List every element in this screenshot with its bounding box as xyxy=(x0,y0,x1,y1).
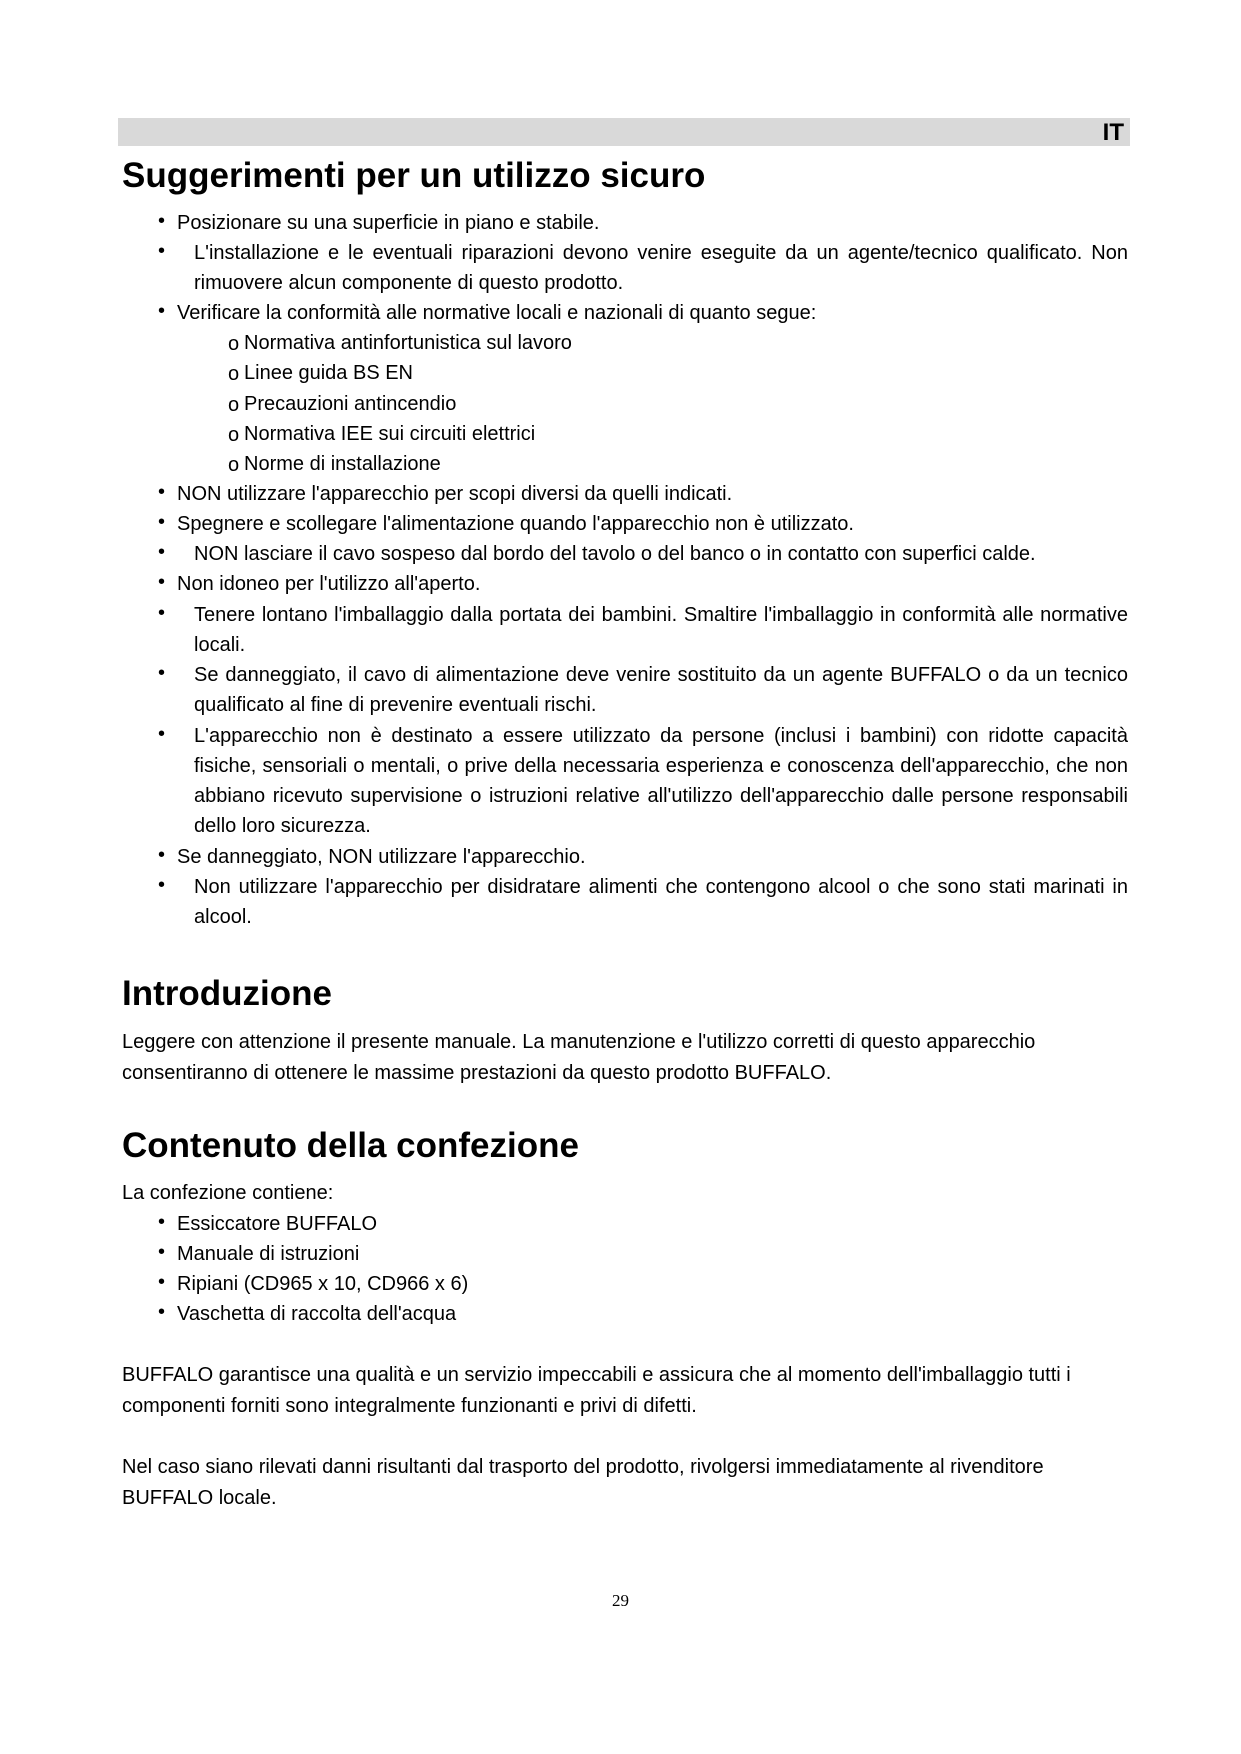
list-item: Essiccatore BUFFALO xyxy=(177,1213,378,1235)
bullet-icon: • xyxy=(158,300,166,322)
sub-bullet-icon: o xyxy=(228,363,240,385)
sub-bullet-icon: o xyxy=(228,333,240,355)
list-item: NON utilizzare l'apparecchio per scopi diversi da quelli indicati. xyxy=(177,483,733,505)
list-item: Posizionare su una superficie in piano e stabile. xyxy=(177,212,600,234)
contents-title: Contenuto della confezione xyxy=(122,1126,579,1165)
list-item: NON lasciare il cavo sospeso dal bordo del tavolo o del banco o in contatto con superfici calde. xyxy=(194,543,1036,565)
bullet-icon: • xyxy=(158,240,166,262)
bullet-icon: • xyxy=(158,571,166,593)
sub-list-item: Normativa antinfortunistica sul lavoro xyxy=(244,332,572,354)
bullet-icon: • xyxy=(158,662,166,684)
list-item: Se danneggiato, NON utilizzare l'apparecchio. xyxy=(177,846,586,868)
page-number: 29 xyxy=(612,1591,629,1610)
bullet-icon: • xyxy=(158,723,166,745)
sub-bullet-icon: o xyxy=(228,394,240,416)
bullet-icon: • xyxy=(158,1301,166,1323)
list-item: Non idoneo per l'utilizzo all'aperto. xyxy=(177,573,481,595)
bullet-icon: • xyxy=(158,1271,166,1293)
sub-list-item: Normativa IEE sui circuiti elettrici xyxy=(244,423,536,445)
contents-paragraph-1: BUFFALO garantisce una qualità e un servizio impeccabili e assicura che al momento dell'imballaggio tutti i componenti forniti sono integralmente funzionanti e privi di difetti. xyxy=(122,1364,1071,1417)
list-item: L'apparecchio non è destinato a essere utilizzato da persone (inclusi i bambini) con ridotte capacità fisiche, sensoriali o mentali, o prive della necessaria esperienza e conoscenza dell'apparecchio, che non abbiano ricevuto supervisione o istruzioni relative all'utilizzo dell'apparecchio dalle persone responsabili dello loro sicurezza. xyxy=(194,725,1128,837)
list-item: Manuale di istruzioni xyxy=(177,1243,360,1265)
list-item: Spegnere e scollegare l'alimentazione quando l'apparecchio non è utilizzato. xyxy=(177,513,854,535)
bullet-icon: • xyxy=(158,602,166,624)
header-bar xyxy=(118,118,1130,146)
contents-lead: La confezione contiene: xyxy=(122,1182,334,1204)
sub-bullet-icon: o xyxy=(228,454,240,476)
list-item: Tenere lontano l'imballaggio dalla portata dei bambini. Smaltire l'imballaggio in conformità alle normative locali. xyxy=(194,604,1128,656)
intro-text: Leggere con attenzione il presente manuale. La manutenzione e l'utilizzo corretti di questo apparecchio consentiranno di ottenere le massime prestazioni da questo prodotto BUFFALO. xyxy=(122,1031,1036,1084)
bullet-icon: • xyxy=(158,481,166,503)
list-item: Se danneggiato, il cavo di alimentazione deve venire sostituito da un agente BUFFALO o da un tecnico qualificato al fine di prevenire eventuali rischi. xyxy=(194,664,1128,716)
bullet-icon: • xyxy=(158,511,166,533)
bullet-icon: • xyxy=(158,1241,166,1263)
bullet-icon: • xyxy=(158,1211,166,1233)
sub-list-item: Precauzioni antincendio xyxy=(244,393,457,415)
list-item: Vaschetta di raccolta dell'acqua xyxy=(177,1303,457,1325)
intro-title: Introduzione xyxy=(122,974,332,1013)
bullet-icon: • xyxy=(158,874,166,896)
bullet-icon: • xyxy=(158,210,166,232)
sub-list-item: Linee guida BS EN xyxy=(244,362,414,384)
list-item: Verificare la conformità alle normative locali e nazionali di quanto segue: xyxy=(177,302,817,324)
contents-paragraph-2: Nel caso siano rilevati danni risultanti dal trasporto del prodotto, rivolgersi immediatamente al rivenditore BUFFALO locale. xyxy=(122,1456,1044,1509)
sub-list-item: Norme di installazione xyxy=(244,453,441,475)
list-item: L'installazione e le eventuali riparazioni devono venire eseguite da un agente/tecnico qualificato. Non rimuovere alcun componente di questo prodotto. xyxy=(194,242,1128,294)
safety-title: Suggerimenti per un utilizzo sicuro xyxy=(122,156,706,195)
sub-bullet-icon: o xyxy=(228,424,240,446)
list-item: Non utilizzare l'apparecchio per disidratare alimenti che contengono alcool o che sono stati marinati in alcool. xyxy=(194,876,1128,928)
bullet-icon: • xyxy=(158,844,166,866)
language-tag: IT xyxy=(1102,119,1124,146)
list-item: Ripiani (CD965 x 10, CD966 x 6) xyxy=(177,1273,469,1295)
bullet-icon: • xyxy=(158,541,166,563)
